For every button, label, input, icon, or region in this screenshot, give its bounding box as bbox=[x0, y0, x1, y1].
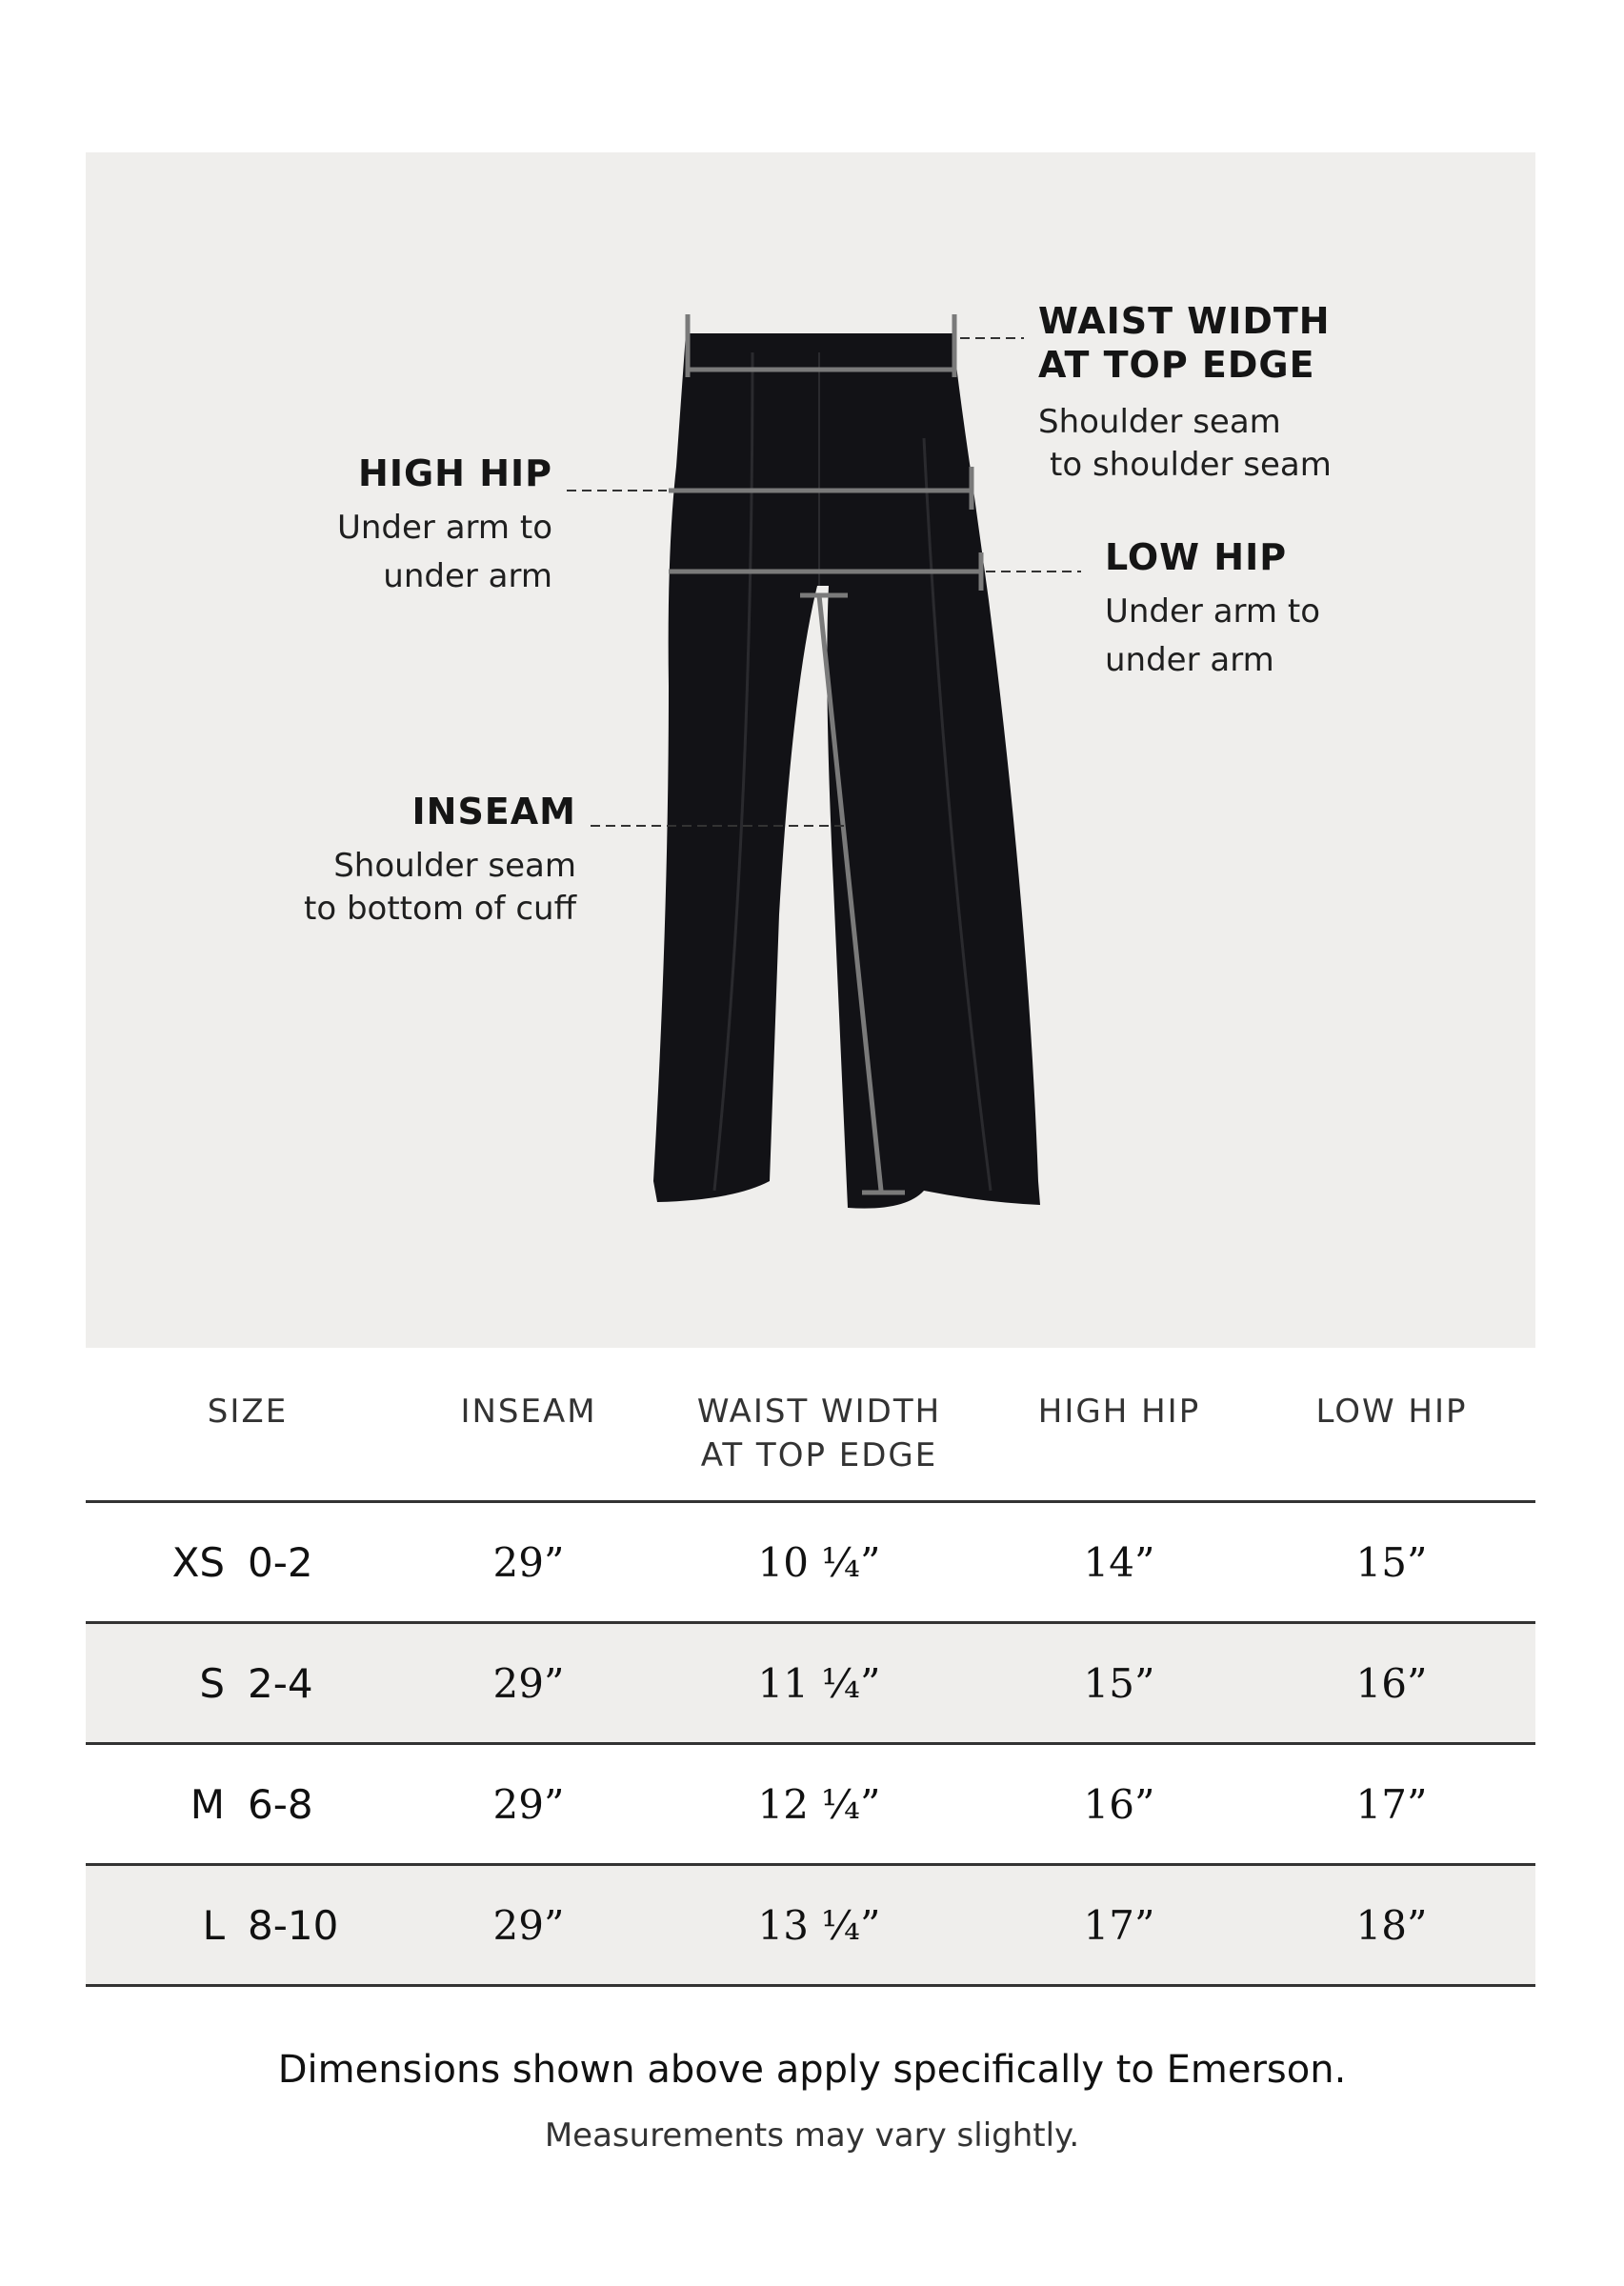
low-hip-cell: 15” bbox=[1355, 1538, 1428, 1586]
inseam-sub-2: to bottom of cuff bbox=[304, 889, 576, 928]
inseam-cell: 29” bbox=[492, 1780, 565, 1828]
high-hip-cell: 15” bbox=[1083, 1659, 1155, 1707]
high-hip-cell: 16” bbox=[1083, 1780, 1155, 1828]
low-hip-sub-1: Under arm to bbox=[1105, 592, 1320, 631]
low-hip-cell: 17” bbox=[1355, 1780, 1428, 1828]
high-hip-sub-1: Under arm to bbox=[337, 508, 552, 547]
waist-cell: 10 ¼” bbox=[757, 1538, 881, 1586]
size-cell bbox=[86, 1660, 410, 1707]
low-hip-heading: LOW HIP bbox=[1105, 536, 1288, 578]
footnote-secondary: Measurements may vary slightly. bbox=[544, 2116, 1080, 2155]
size-range: 6-8 bbox=[248, 1780, 313, 1828]
high-hip-sub-2: under arm bbox=[383, 556, 552, 595]
size-range: 8-10 bbox=[248, 1901, 339, 1949]
high-hip-heading: HIGH HIP bbox=[358, 452, 552, 494]
header-high-hip: HIGH HIP bbox=[1037, 1393, 1201, 1431]
inseam-cell: 29” bbox=[492, 1659, 565, 1707]
low-hip-cell: 16” bbox=[1355, 1659, 1428, 1707]
footnote-primary: Dimensions shown above apply specifically to Emerson. bbox=[277, 2048, 1347, 2092]
waist-cell: 11 ¼” bbox=[757, 1659, 881, 1707]
pants-shape bbox=[653, 333, 1040, 1209]
measurement-diagram bbox=[86, 152, 1535, 1348]
low-hip-sub-2: under arm bbox=[1105, 640, 1274, 679]
table-row bbox=[86, 1624, 1535, 1745]
header-waist-line-2: AT TOP EDGE bbox=[700, 1435, 938, 1474]
table-row bbox=[86, 1503, 1535, 1624]
inseam-cell: 29” bbox=[492, 1901, 565, 1949]
waist-width-sub-1: Shoulder seam bbox=[1038, 403, 1281, 442]
header-low-hip: LOW HIP bbox=[1315, 1393, 1468, 1431]
waist-width-heading-1: WAIST WIDTH bbox=[1038, 300, 1331, 342]
waist-cell: 13 ¼” bbox=[757, 1901, 881, 1949]
inseam-label bbox=[257, 791, 576, 933]
low-hip-label bbox=[1105, 536, 1320, 685]
waist-width-sub-2: to shoulder seam bbox=[1050, 446, 1332, 485]
table-row bbox=[86, 1866, 1535, 1987]
low-hip-cell: 18” bbox=[1355, 1901, 1428, 1949]
size-chart-table bbox=[86, 1353, 1535, 1987]
size-letter: L bbox=[202, 1901, 225, 1949]
inseam-cell: 29” bbox=[492, 1538, 565, 1586]
size-letter: XS bbox=[171, 1538, 225, 1586]
header-inseam: INSEAM bbox=[460, 1393, 597, 1431]
waist-cell: 12 ¼” bbox=[757, 1780, 881, 1828]
high-hip-cell: 17” bbox=[1083, 1901, 1155, 1949]
table-header-row bbox=[86, 1353, 1535, 1503]
size-letter: S bbox=[199, 1659, 225, 1707]
size-cell bbox=[86, 1902, 410, 1949]
inseam-sub-1: Shoulder seam bbox=[333, 846, 576, 885]
size-range: 2-4 bbox=[248, 1659, 313, 1707]
header-waist bbox=[648, 1353, 991, 1500]
size-letter: M bbox=[190, 1780, 225, 1828]
waist-width-heading-2: AT TOP EDGE bbox=[1038, 343, 1315, 386]
high-hip-label bbox=[295, 452, 552, 601]
table-row bbox=[86, 1745, 1535, 1866]
header-waist-line-1: WAIST WIDTH bbox=[696, 1393, 942, 1431]
size-range: 0-2 bbox=[248, 1538, 313, 1586]
inseam-heading: INSEAM bbox=[411, 791, 576, 832]
waist-width-label bbox=[1038, 300, 1332, 490]
size-cell bbox=[86, 1781, 410, 1828]
high-hip-cell: 14” bbox=[1083, 1538, 1155, 1586]
size-cell bbox=[86, 1539, 410, 1586]
header-size: SIZE bbox=[207, 1393, 289, 1431]
